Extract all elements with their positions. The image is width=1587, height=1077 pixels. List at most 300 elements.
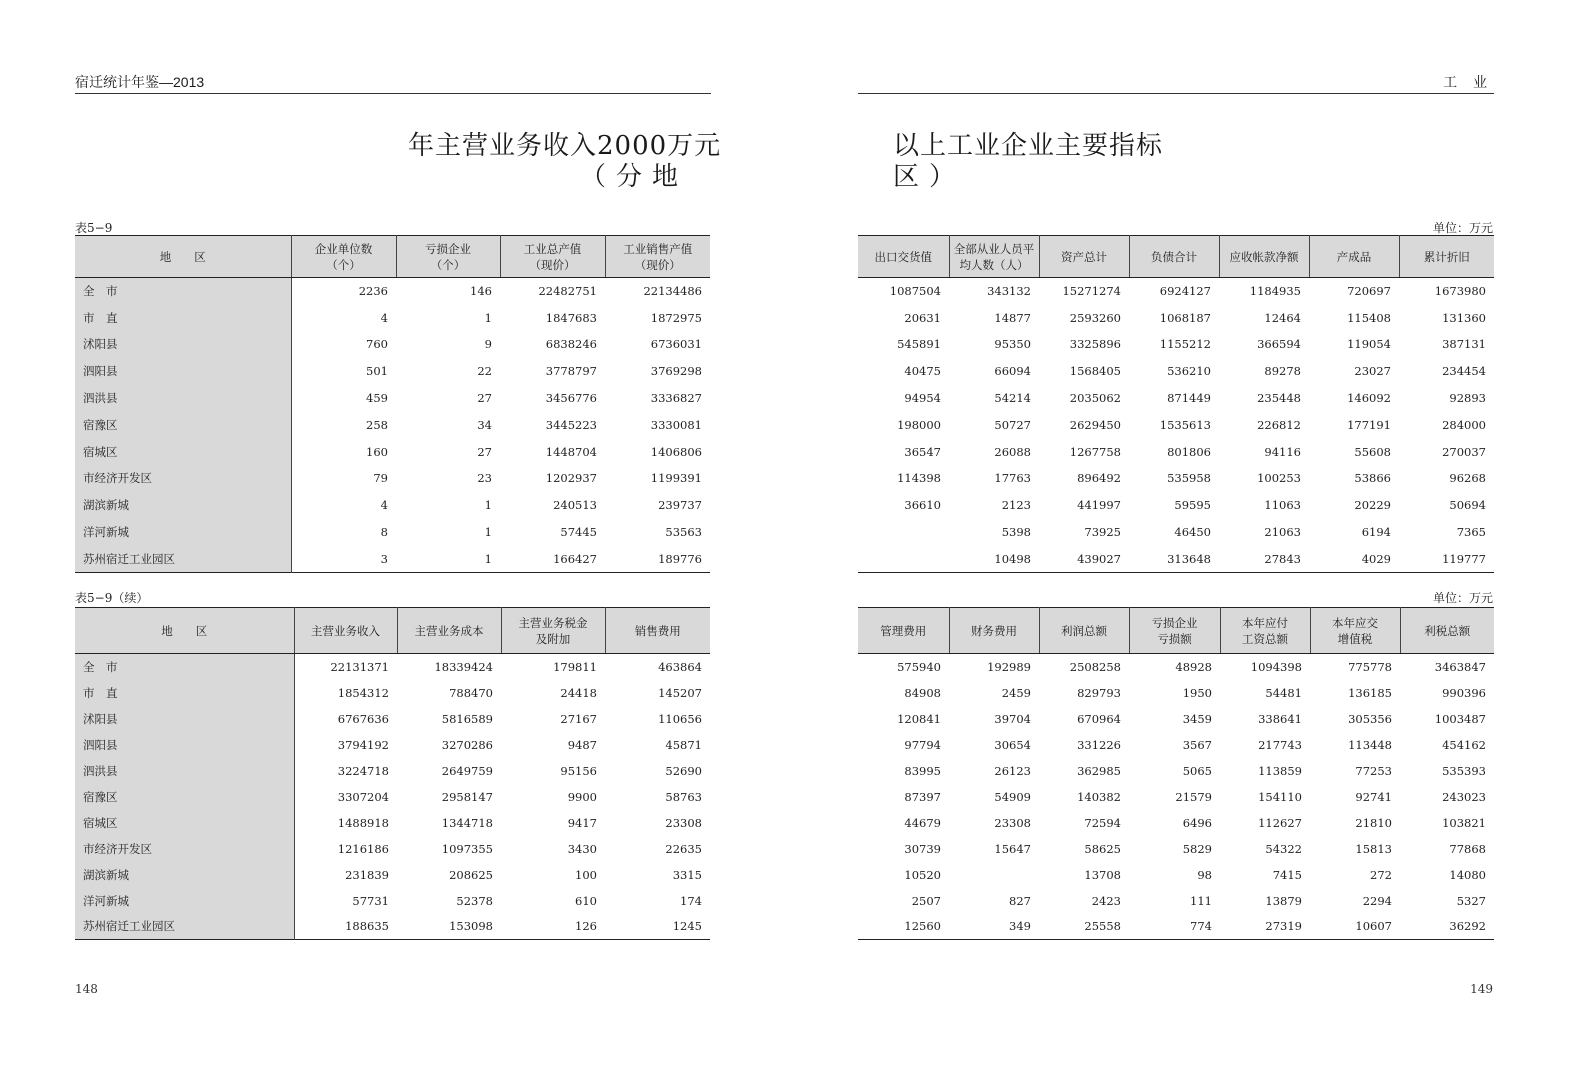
table1-header-sales-output: 工业销售产值 （现价） xyxy=(605,236,710,278)
value-cell: 11063 xyxy=(1264,498,1301,513)
value-cell: 73925 xyxy=(1084,525,1121,540)
value-cell: 1 xyxy=(484,525,492,540)
value-cell: 801806 xyxy=(1167,444,1211,459)
value-cell: 27 xyxy=(477,391,492,406)
value-cell: 189776 xyxy=(658,551,702,566)
value-cell: 3456776 xyxy=(545,391,597,406)
table-row xyxy=(858,914,1494,940)
value-cell: 610 xyxy=(575,893,597,908)
table2-label: 表5−9（续） xyxy=(75,591,149,605)
value-cell: 89278 xyxy=(1264,364,1301,379)
value-cell: 110656 xyxy=(658,711,702,726)
value-cell: 84908 xyxy=(904,685,941,700)
table-row xyxy=(858,278,1494,305)
value-cell: 119054 xyxy=(1347,337,1391,352)
value-cell: 146092 xyxy=(1347,391,1391,406)
value-cell: 305356 xyxy=(1348,711,1392,726)
value-cell: 3336827 xyxy=(650,391,702,406)
value-cell: 720697 xyxy=(1347,284,1391,299)
value-cell: 22482751 xyxy=(538,284,597,299)
table2-header-vat-payable: 本年应交 增值税 xyxy=(1310,608,1400,654)
value-cell: 53563 xyxy=(665,525,702,540)
value-cell: 15813 xyxy=(1355,841,1392,856)
value-cell: 2294 xyxy=(1362,893,1392,908)
running-head-right: 工 业 xyxy=(1443,74,1493,90)
value-cell: 36547 xyxy=(904,444,941,459)
value-cell: 208625 xyxy=(449,867,493,882)
value-cell: 3 xyxy=(380,551,388,566)
value-cell: 1094398 xyxy=(1250,659,1302,674)
value-cell: 3224718 xyxy=(337,763,389,778)
region-name-cell: 市 直 xyxy=(75,304,291,331)
value-cell: 2958147 xyxy=(441,789,493,804)
value-cell: 154110 xyxy=(1258,789,1302,804)
value-cell: 48928 xyxy=(1175,659,1212,674)
value-cell: 15271274 xyxy=(1062,284,1121,299)
value-cell: 3325896 xyxy=(1069,337,1121,352)
value-cell: 3315 xyxy=(672,867,702,882)
value-cell: 439027 xyxy=(1077,551,1121,566)
value-cell: 100253 xyxy=(1257,471,1301,486)
value-cell: 27843 xyxy=(1264,551,1301,566)
table2-right xyxy=(858,607,1494,940)
value-cell: 338641 xyxy=(1258,711,1302,726)
value-cell: 774 xyxy=(1190,919,1212,934)
value-cell: 24418 xyxy=(560,685,597,700)
title-right-line1: 以上工业企业主要指标 xyxy=(893,131,1164,161)
table2-header-admin-expenses: 管理费用 xyxy=(858,608,949,654)
value-cell: 535393 xyxy=(1442,763,1486,778)
value-cell: 4 xyxy=(380,310,388,325)
table-row xyxy=(858,411,1494,438)
value-cell: 2123 xyxy=(1001,498,1031,513)
value-cell: 226812 xyxy=(1257,417,1301,432)
value-cell: 9900 xyxy=(567,789,597,804)
header-rule-left xyxy=(75,93,711,94)
region-name-cell: 沭阳县 xyxy=(75,331,291,358)
value-cell: 34 xyxy=(477,417,492,432)
table-row xyxy=(75,758,710,784)
value-cell: 454162 xyxy=(1442,737,1486,752)
value-cell: 3778797 xyxy=(545,364,597,379)
value-cell: 136185 xyxy=(1348,685,1392,700)
value-cell: 111 xyxy=(1190,893,1212,908)
value-cell: 217743 xyxy=(1258,737,1302,752)
table-row xyxy=(75,411,710,438)
value-cell: 188635 xyxy=(345,919,389,934)
value-cell: 1097355 xyxy=(441,841,493,856)
value-cell: 3794192 xyxy=(337,737,389,752)
table-row xyxy=(75,385,710,412)
table2-header-financial-expenses: 财务费用 xyxy=(949,608,1039,654)
region-name-cell: 苏州宿迁工业园区 xyxy=(75,914,294,940)
region-name-cell: 市经济开发区 xyxy=(75,465,291,492)
value-cell: 5829 xyxy=(1182,841,1212,856)
value-cell: 95350 xyxy=(994,337,1031,352)
value-cell: 83995 xyxy=(904,763,941,778)
table-row xyxy=(858,438,1494,465)
value-cell: 113859 xyxy=(1258,763,1302,778)
value-cell: 3307204 xyxy=(337,789,389,804)
value-cell: 760 xyxy=(366,337,388,352)
table-row xyxy=(75,784,710,810)
value-cell: 59595 xyxy=(1174,498,1211,513)
value-cell: 349 xyxy=(1009,919,1031,934)
value-cell: 27167 xyxy=(560,711,597,726)
value-cell: 1 xyxy=(484,498,492,513)
value-cell: 2629450 xyxy=(1069,417,1121,432)
table1-header-gross-output: 工业总产值 （现价） xyxy=(500,236,605,278)
value-cell: 6194 xyxy=(1361,525,1391,540)
value-cell: 126 xyxy=(575,919,597,934)
value-cell: 990396 xyxy=(1442,685,1486,700)
value-cell: 1087504 xyxy=(889,284,941,299)
table-row xyxy=(75,519,710,546)
value-cell: 3430 xyxy=(567,841,597,856)
value-cell: 57445 xyxy=(560,525,597,540)
table-row xyxy=(858,836,1494,862)
value-cell: 166427 xyxy=(553,551,597,566)
value-cell: 1488918 xyxy=(337,815,389,830)
value-cell xyxy=(858,519,949,546)
value-cell: 1872975 xyxy=(650,310,702,325)
page-number-left: 148 xyxy=(75,982,98,996)
region-name-cell: 宿豫区 xyxy=(75,784,294,810)
value-cell: 21579 xyxy=(1175,789,1212,804)
region-name-cell: 沭阳县 xyxy=(75,706,294,732)
value-cell: 22134486 xyxy=(643,284,702,299)
region-name-cell: 泗洪县 xyxy=(75,758,294,784)
table1-header-accumulated-depreciation: 累计折旧 xyxy=(1399,236,1494,278)
region-name-cell: 泗阳县 xyxy=(75,732,294,758)
table-row xyxy=(75,706,710,732)
value-cell: 12464 xyxy=(1264,310,1301,325)
value-cell: 131360 xyxy=(1442,310,1486,325)
value-cell xyxy=(949,862,1039,888)
value-cell: 23 xyxy=(477,471,492,486)
value-cell: 20631 xyxy=(904,310,941,325)
value-cell: 23308 xyxy=(994,815,1031,830)
value-cell: 54909 xyxy=(994,789,1031,804)
table-row xyxy=(858,680,1494,706)
value-cell: 6767636 xyxy=(337,711,389,726)
value-cell: 6496 xyxy=(1182,815,1212,830)
value-cell: 231839 xyxy=(345,867,389,882)
value-cell: 153098 xyxy=(449,919,493,934)
value-cell: 1406806 xyxy=(650,444,702,459)
value-cell: 54214 xyxy=(994,391,1031,406)
value-cell: 775778 xyxy=(1348,659,1392,674)
value-cell: 240513 xyxy=(553,498,597,513)
value-cell: 58763 xyxy=(665,789,702,804)
value-cell: 896492 xyxy=(1077,471,1121,486)
table1-right xyxy=(858,235,1494,573)
value-cell: 2507 xyxy=(911,893,941,908)
region-name-cell: 泗洪县 xyxy=(75,385,291,412)
value-cell: 670964 xyxy=(1077,711,1121,726)
table2-header-sales-expenses: 销售费用 xyxy=(605,608,710,654)
value-cell: 115408 xyxy=(1347,310,1391,325)
value-cell: 36292 xyxy=(1449,919,1486,934)
table-row xyxy=(858,888,1494,914)
table1-left xyxy=(75,235,710,573)
value-cell: 52690 xyxy=(665,763,702,778)
value-cell: 10520 xyxy=(904,867,941,882)
table1-header-region: 地 区 xyxy=(75,236,291,278)
value-cell: 53866 xyxy=(1354,471,1391,486)
value-cell: 235448 xyxy=(1257,391,1301,406)
value-cell: 1155212 xyxy=(1159,337,1211,352)
value-cell: 40475 xyxy=(904,364,941,379)
title-right-line2: 区） xyxy=(893,162,966,192)
value-cell: 827 xyxy=(1009,893,1031,908)
value-cell: 100 xyxy=(575,867,597,882)
value-cell: 535958 xyxy=(1167,471,1211,486)
value-cell: 87397 xyxy=(904,789,941,804)
table-row xyxy=(75,836,710,862)
value-cell: 4029 xyxy=(1361,551,1391,566)
value-cell: 1847683 xyxy=(545,310,597,325)
value-cell: 5398 xyxy=(1001,525,1031,540)
value-cell: 14877 xyxy=(994,310,1031,325)
table1-header-avg-employees: 全部从业人员平 均人数（人） xyxy=(949,236,1039,278)
value-cell: 1199391 xyxy=(650,471,702,486)
value-cell: 1245 xyxy=(672,919,702,934)
value-cell: 114398 xyxy=(897,471,941,486)
table-row xyxy=(858,732,1494,758)
value-cell: 387131 xyxy=(1442,337,1486,352)
table-row xyxy=(858,385,1494,412)
value-cell: 23308 xyxy=(665,815,702,830)
value-cell: 97794 xyxy=(904,737,941,752)
value-cell: 10607 xyxy=(1355,919,1392,934)
table-row xyxy=(75,304,710,331)
value-cell: 1568405 xyxy=(1069,364,1121,379)
value-cell: 179811 xyxy=(553,659,597,674)
value-cell: 829793 xyxy=(1077,685,1121,700)
table1-header-total-assets: 资产总计 xyxy=(1039,236,1129,278)
value-cell: 160 xyxy=(366,444,388,459)
table-row xyxy=(75,680,710,706)
title-left-line1: 年主营业务收入2000万元 xyxy=(408,131,722,161)
value-cell: 459 xyxy=(366,391,388,406)
value-cell: 26088 xyxy=(994,444,1031,459)
value-cell: 21810 xyxy=(1355,815,1392,830)
value-cell: 2649759 xyxy=(441,763,493,778)
table-row xyxy=(75,732,710,758)
region-name-cell: 洋河新城 xyxy=(75,519,291,546)
value-cell: 3769298 xyxy=(650,364,702,379)
table-row xyxy=(858,784,1494,810)
value-cell: 8 xyxy=(380,525,388,540)
table-row xyxy=(75,358,710,385)
page-number-right: 149 xyxy=(1470,982,1493,996)
table-row xyxy=(858,706,1494,732)
table2-unit: 单位：万元 xyxy=(1432,591,1493,605)
value-cell: 2423 xyxy=(1091,893,1121,908)
table-row xyxy=(75,862,710,888)
value-cell: 198000 xyxy=(897,417,941,432)
value-cell: 871449 xyxy=(1167,391,1211,406)
value-cell: 4 xyxy=(380,498,388,513)
region-name-cell: 泗阳县 xyxy=(75,358,291,385)
table-row xyxy=(75,492,710,519)
value-cell: 284000 xyxy=(1442,417,1486,432)
value-cell: 6838246 xyxy=(545,337,597,352)
value-cell: 243023 xyxy=(1442,789,1486,804)
value-cell: 239737 xyxy=(658,498,702,513)
table2-header-region: 地 区 xyxy=(75,608,294,654)
value-cell: 6924127 xyxy=(1159,284,1211,299)
value-cell xyxy=(858,545,949,572)
table1-header-export-value: 出口交货值 xyxy=(858,236,949,278)
table-row xyxy=(858,545,1494,572)
value-cell: 270037 xyxy=(1442,444,1486,459)
running-head-left: 宿迁统计年鉴—2013 xyxy=(75,74,205,90)
value-cell: 3463847 xyxy=(1434,659,1486,674)
value-cell: 10498 xyxy=(994,551,1031,566)
table-row xyxy=(858,810,1494,836)
value-cell: 1854312 xyxy=(337,685,389,700)
region-name-cell: 宿豫区 xyxy=(75,411,291,438)
value-cell: 1535613 xyxy=(1159,417,1211,432)
value-cell: 96268 xyxy=(1449,471,1486,486)
table-row xyxy=(858,331,1494,358)
table1-header-finished-goods: 产成品 xyxy=(1309,236,1399,278)
value-cell: 23027 xyxy=(1354,364,1391,379)
table2-header-loss-amount: 亏损企业 亏损额 xyxy=(1129,608,1220,654)
value-cell: 1267758 xyxy=(1069,444,1121,459)
value-cell: 55608 xyxy=(1354,444,1391,459)
table1-label: 表5−9 xyxy=(75,221,113,235)
table2-header-wages-payable: 本年应付 工资总额 xyxy=(1220,608,1310,654)
value-cell: 140382 xyxy=(1077,789,1121,804)
table-row xyxy=(858,465,1494,492)
table1-header-loss-enterprises: 亏损企业 （个） xyxy=(396,236,500,278)
table-row xyxy=(858,358,1494,385)
table-row xyxy=(75,888,710,914)
table-row xyxy=(858,654,1494,680)
value-cell: 22 xyxy=(477,364,492,379)
value-cell: 1673980 xyxy=(1434,284,1486,299)
value-cell: 1950 xyxy=(1182,685,1212,700)
value-cell: 15647 xyxy=(994,841,1031,856)
table-row xyxy=(858,862,1494,888)
value-cell: 21063 xyxy=(1264,525,1301,540)
value-cell: 18339424 xyxy=(434,659,493,674)
table1-unit: 单位：万元 xyxy=(1432,221,1493,235)
table2-header-main-cost: 主营业务成本 xyxy=(397,608,501,654)
value-cell: 12560 xyxy=(904,919,941,934)
value-cell: 536210 xyxy=(1167,364,1211,379)
table-row xyxy=(75,465,710,492)
value-cell: 145207 xyxy=(658,685,702,700)
value-cell: 366594 xyxy=(1257,337,1301,352)
value-cell: 3445223 xyxy=(545,417,597,432)
table-row xyxy=(75,810,710,836)
value-cell: 45871 xyxy=(665,737,702,752)
value-cell: 1068187 xyxy=(1159,310,1211,325)
value-cell: 44679 xyxy=(904,815,941,830)
value-cell: 6736031 xyxy=(650,337,702,352)
value-cell: 79 xyxy=(373,471,388,486)
table1-header-net-receivables: 应收帐款净额 xyxy=(1219,236,1309,278)
table2-header-total-profit: 利润总额 xyxy=(1039,608,1129,654)
value-cell: 3330081 xyxy=(650,417,702,432)
value-cell: 1003487 xyxy=(1434,711,1486,726)
value-cell: 9 xyxy=(484,337,492,352)
value-cell: 94954 xyxy=(904,391,941,406)
value-cell: 146 xyxy=(470,284,492,299)
table1-header-enterprise-count: 企业单位数 （个） xyxy=(291,236,396,278)
value-cell: 3270286 xyxy=(441,737,493,752)
value-cell: 57731 xyxy=(352,893,389,908)
value-cell: 95156 xyxy=(560,763,597,778)
value-cell: 331226 xyxy=(1077,737,1121,752)
value-cell: 72594 xyxy=(1084,815,1121,830)
table-row xyxy=(75,438,710,465)
table1-header-total-liabilities: 负债合计 xyxy=(1129,236,1219,278)
value-cell: 441997 xyxy=(1077,498,1121,513)
value-cell: 120841 xyxy=(897,711,941,726)
value-cell: 5816589 xyxy=(441,711,493,726)
value-cell: 1202937 xyxy=(545,471,597,486)
table-row xyxy=(75,654,710,680)
value-cell: 50727 xyxy=(994,417,1031,432)
region-name-cell: 湖滨新城 xyxy=(75,862,294,888)
value-cell: 39704 xyxy=(994,711,1031,726)
value-cell: 575940 xyxy=(897,659,941,674)
table-row xyxy=(75,914,710,940)
region-name-cell: 市经济开发区 xyxy=(75,836,294,862)
value-cell: 27 xyxy=(477,444,492,459)
value-cell: 9487 xyxy=(567,737,597,752)
value-cell: 177191 xyxy=(1347,417,1391,432)
value-cell: 94116 xyxy=(1264,444,1301,459)
value-cell: 258 xyxy=(366,417,388,432)
value-cell: 58625 xyxy=(1084,841,1121,856)
value-cell: 98 xyxy=(1197,867,1212,882)
table-row xyxy=(75,278,710,305)
region-name-cell: 洋河新城 xyxy=(75,888,294,914)
value-cell: 52378 xyxy=(456,893,493,908)
value-cell: 3567 xyxy=(1182,737,1212,752)
value-cell: 77868 xyxy=(1449,841,1486,856)
value-cell: 27319 xyxy=(1265,919,1302,934)
region-name-cell: 宿城区 xyxy=(75,810,294,836)
table2-header-main-revenue: 主营业务收入 xyxy=(294,608,397,654)
table2-left xyxy=(75,607,710,940)
value-cell: 174 xyxy=(680,893,702,908)
value-cell: 26123 xyxy=(994,763,1031,778)
value-cell: 313648 xyxy=(1167,551,1211,566)
value-cell: 362985 xyxy=(1077,763,1121,778)
value-cell: 25558 xyxy=(1084,919,1121,934)
value-cell: 2508258 xyxy=(1069,659,1121,674)
value-cell: 788470 xyxy=(449,685,493,700)
title-left-line2: （分地 xyxy=(580,162,689,192)
value-cell: 1216186 xyxy=(337,841,389,856)
header-rule-right xyxy=(858,93,1494,94)
value-cell: 7365 xyxy=(1456,525,1486,540)
value-cell: 66094 xyxy=(994,364,1031,379)
value-cell: 22635 xyxy=(665,841,702,856)
value-cell: 22131371 xyxy=(330,659,389,674)
region-name-cell: 全 市 xyxy=(75,278,291,305)
value-cell: 36610 xyxy=(904,498,941,513)
region-name-cell: 全 市 xyxy=(75,654,294,680)
value-cell: 1448704 xyxy=(545,444,597,459)
